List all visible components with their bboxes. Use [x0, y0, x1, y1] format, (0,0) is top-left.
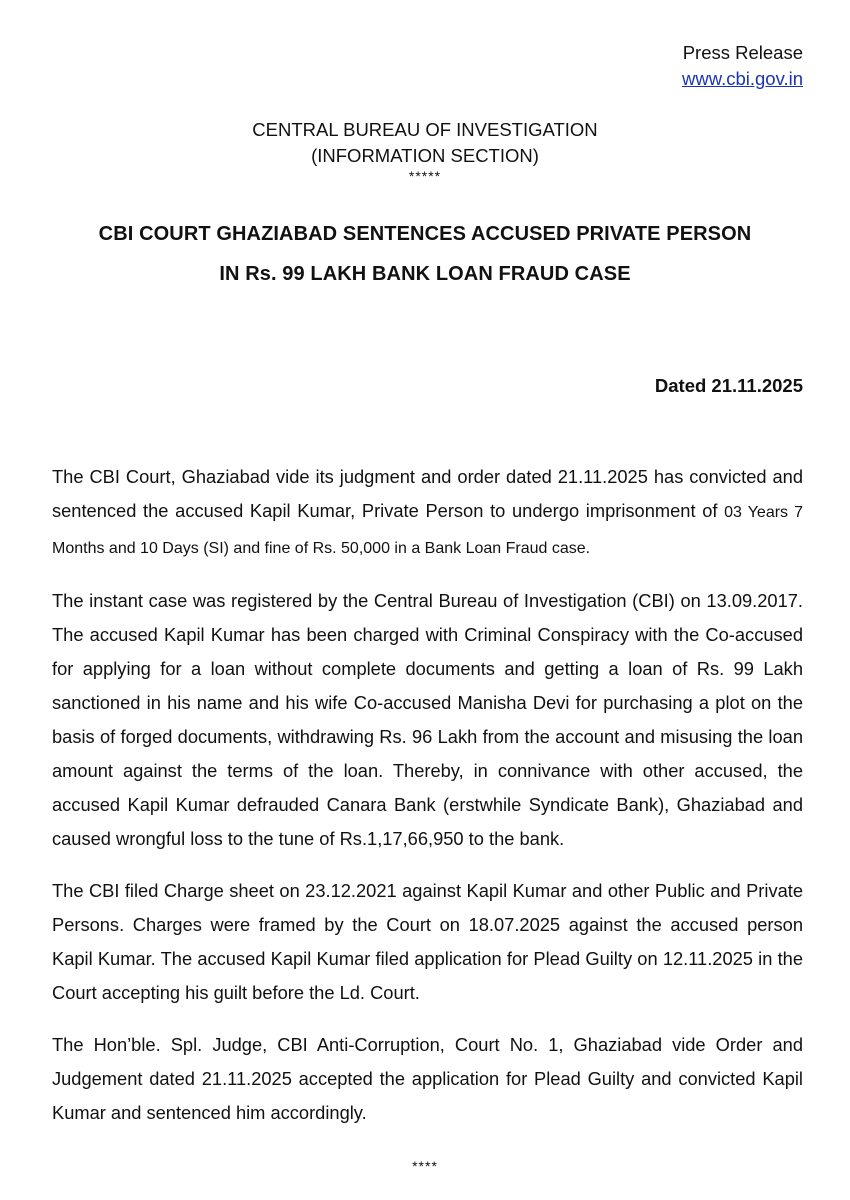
press-release-label: Press Release: [682, 42, 803, 63]
paragraph-case-details: The instant case was registered by the Central Bureau of Investigation (CBI) on 13.09.2017. The accused Kapil Kumar has been charged with Criminal Conspiracy with the Co-accused for applying for a loan without complete documents and getting a loan of Rs. 99 Lakh sanctioned in his name and his wife Co-accused Manisha Devi for purchasing a plot on the basis of forged documents, withdrawing Rs. 96 Lakh from the account and misusing the loan amount against the terms of the loan. Thereby, in connivance with other accused, the accused Kapil Kumar defrauded Canara Bank (erstwhile Syndicate Bank), Ghaziabad and caused wrongful loss to the tune of Rs.1,17,66,950 to the bank.: [52, 590, 803, 849]
organization-name: CENTRAL BUREAU OF INVESTIGATION: [252, 119, 598, 140]
headline-line-1: CBI COURT GHAZIABAD SENTENCES ACCUSED PRIVATE PERSON: [98, 223, 752, 245]
end-marker: ****: [412, 1158, 438, 1174]
paragraph-judgement: The Hon’ble. Spl. Judge, CBI Anti-Corruption, Court No. 1, Ghaziabad vide Order and Judgement dated 21.11.2025 accepted the application for Plead Guilty and convicted Kapil Kumar and sentenced him accordingly.: [52, 1034, 803, 1123]
body-text: [52, 460, 803, 1148]
press-release-header: [682, 40, 803, 92]
headline-line-2: IN Rs. 99 LAKH BANK LOAN FRAUD CASE: [219, 263, 631, 285]
organization-separator: *****: [408, 168, 442, 184]
page-title: [40, 214, 810, 294]
paragraph-conviction-main: The CBI Court, Ghaziabad vide its judgment and order dated 21.11.2025 has convicted and sentenced the accused Kapil Kumar, Private Person to undergo imprisonment of: [52, 466, 803, 521]
organization-section: (INFORMATION SECTION): [311, 145, 539, 166]
website-link[interactable]: www.cbi.gov.in: [682, 68, 803, 89]
paragraph-conviction-sentence: 03 Years 7 Months and 10 Days (SI) and fine of Rs. 50,000 in a Bank Loan Fraud case.: [52, 504, 804, 557]
release-date: Dated 21.11.2025: [654, 375, 803, 396]
paragraph-charge-sheet: The CBI filed Charge sheet on 23.12.2021 against Kapil Kumar and other Public and Private Persons. Charges were framed by the Court on 18.07.2025 against the accused person Kapil Kumar. The accused Kapil Kumar filed application for Plead Guilty on 12.11.2025 in the Court accepting his guilt before the Ld. Court.: [52, 880, 803, 1003]
paragraph-conviction: [52, 460, 803, 566]
organization-block: [0, 117, 850, 183]
